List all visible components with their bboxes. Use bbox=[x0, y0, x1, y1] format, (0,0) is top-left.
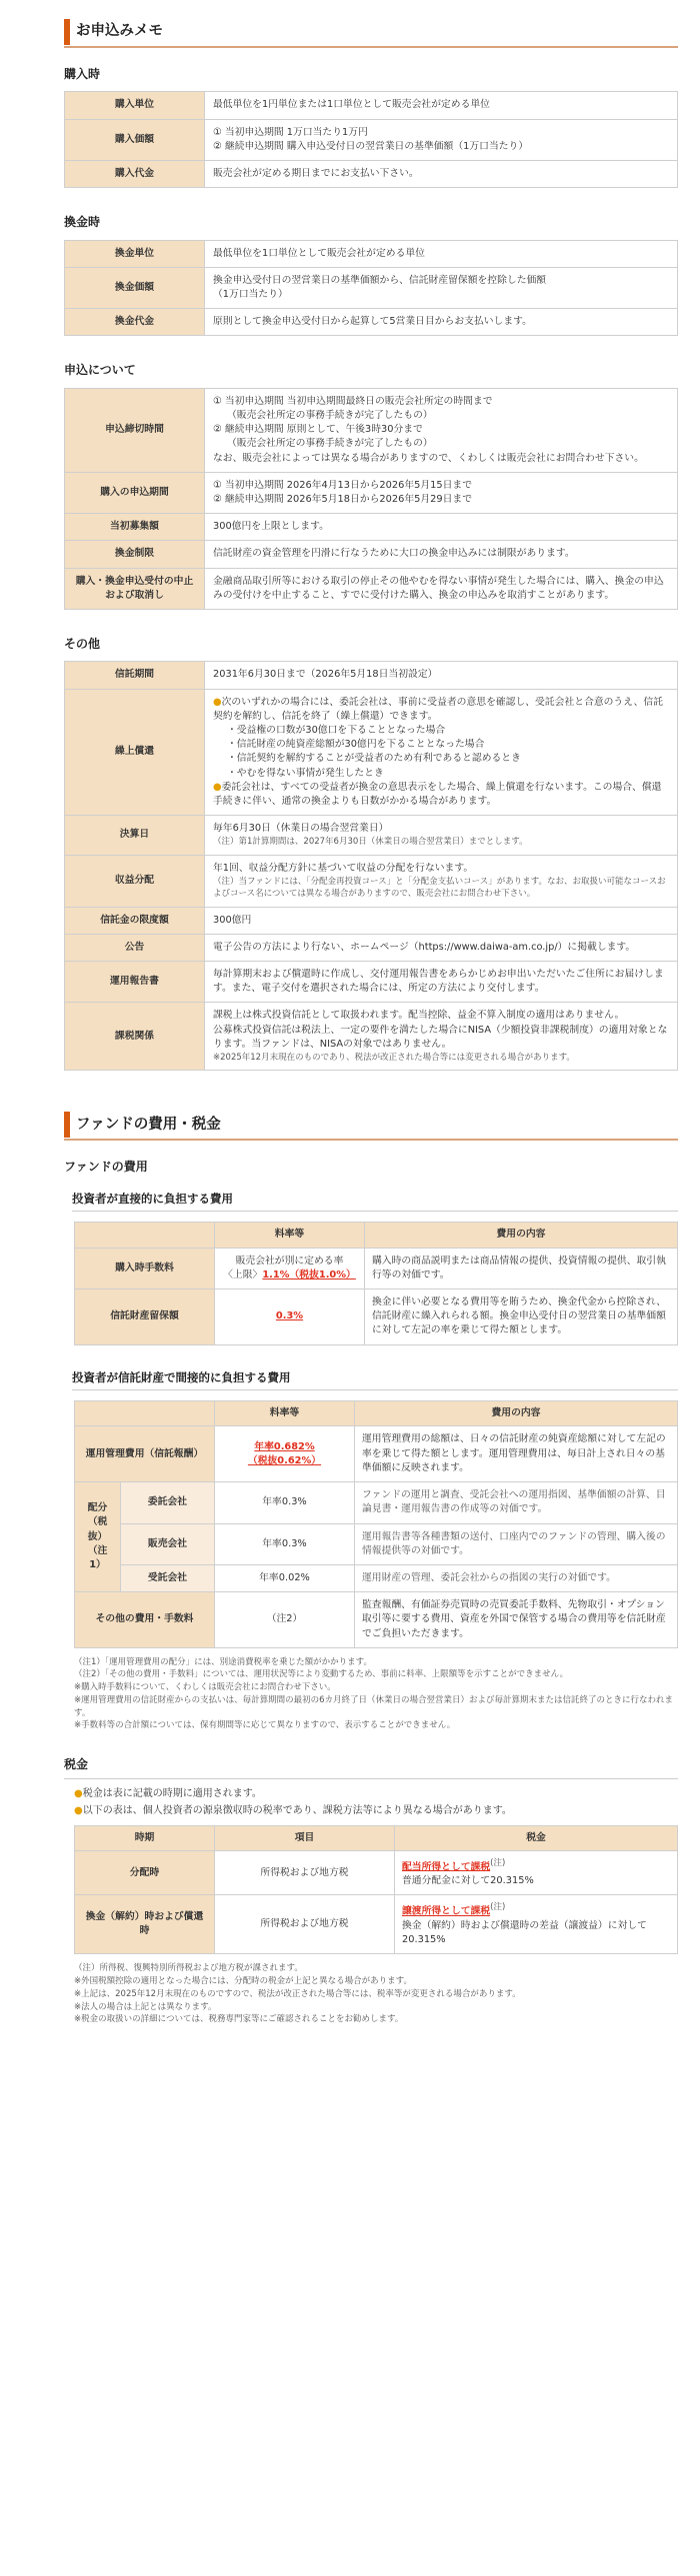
redemption-table bbox=[64, 240, 678, 337]
period-value: ① 当初申込期間 2026年4月13日から2026年5月15日まで ② 継続申込期間 2026年5月18日から2026年5月29日まで bbox=[205, 472, 678, 513]
row-label: 換金価額 bbox=[65, 267, 205, 308]
dist-label: 収益分配 bbox=[65, 855, 205, 907]
other-fee-desc: 監査報酬、有価証券売買時の売買委託手数料、先物取引・オプション取引等に要する費用、資産を外国で保管する場合の費用等を信託財産でご負担いただきます。 bbox=[355, 1592, 678, 1648]
col-period: 時期 bbox=[75, 1825, 215, 1850]
alloc-name: 委託会社 bbox=[121, 1482, 215, 1523]
tax-red-value: 譲渡所得として課税$^{(注)}$ 換金（解約）時および償還時の差益（譲渡益）に対して20.315% bbox=[395, 1895, 678, 1954]
purchase-table bbox=[64, 91, 678, 188]
col-rate2: 料率等 bbox=[215, 1401, 355, 1426]
purchase-heading: 購入時 bbox=[64, 67, 101, 81]
early-value: ●次のいずれかの場合には、委託会社は、事前に受益者の意思を確認し、受託会社と合意のうえ、信託契約を解約し、信託を終了（繰上償還）できます。 ・受益権の口数が30億口を下ることとなった場合 ・信託財産の純資産総額が30億円を下ることとなった場合 ・信託契約を解約することが受益者のため有利であると認めるとき ・やむを得ない事情が発生したとき ●委託会社は、すべての受益者が換金の意思表示をした場合、繰上償還を行ないます。この場合、償還手続きに伴い、通常の換金よりも日数がかかる場合があります。 bbox=[205, 689, 678, 816]
dist-value: 年1回、収益分配方針に基づいて収益の分配を行ないます。 （注）当ファンドには、「分配金再投資コース」と「分配金支払いコース」があります。なお、お取扱い可能なコースおよびコース名については異なる場合がありますので、販売会社にお問合わせ下さい。 bbox=[205, 855, 678, 907]
period-label: 購入の申込期間 bbox=[65, 472, 205, 513]
row-value: 換金申込受付日の翌営業日の基準価額から、信託財産留保額を控除した価額 （1万口当たり） bbox=[205, 267, 678, 308]
term-label: 信託期間 bbox=[65, 662, 205, 689]
mgmt-label: 運用管理費用（信託報酬） bbox=[75, 1426, 215, 1482]
limit-value: 300億円を上限とします。 bbox=[205, 514, 678, 541]
restrict-label: 換金制限 bbox=[65, 541, 205, 568]
fund-cost-heading: ファンドの費用 bbox=[64, 1160, 148, 1175]
application-heading: 申込について bbox=[64, 363, 136, 378]
other-fee-rate: （注2） bbox=[215, 1592, 355, 1648]
indirect-table bbox=[74, 1400, 678, 1647]
tax-dist-label: 分配時 bbox=[75, 1850, 215, 1895]
tax-rel-label: 課税関係 bbox=[65, 1003, 205, 1071]
reserve-label: 信託財産留保額 bbox=[75, 1289, 215, 1345]
notice-label: 公告 bbox=[65, 934, 205, 961]
fees-title: ファンドの費用・税金 bbox=[64, 1111, 678, 1141]
other-fee-label: その他の費用・手数料 bbox=[75, 1592, 215, 1648]
tax-notes: （注）所得税、復興特別所得税および地方税が課されます。 ※外国税額控除の適用となった場合には、分配時の税金が上記と異なる場合があります。 ※上記は、2025年12月末現在のものですので、税法が改正された場合等には、税率等が変更される場合があります。 ※法人の場合は上記とは異なります。 ※税金の取扱いの詳細については、税務専門家等にご確認されることをお勧めします。 bbox=[74, 1963, 521, 2025]
row-value: 最低単位を1口単位として販売会社が定める単位 bbox=[205, 240, 678, 267]
row-value: ① 当初申込期間 1万口当たり1万円 ② 継続申込期間 購入申込受付日の翌営業日の基準価額（1万口当たり） bbox=[205, 119, 678, 160]
max-label: 信託金の限度額 bbox=[65, 907, 205, 934]
buy-fee-desc: 購入時の商品説明または商品情報の提供、投資情報の提供、取引執行等の対価です。 bbox=[365, 1248, 678, 1288]
alloc-rate: 年率0.3% bbox=[215, 1523, 355, 1564]
alloc-rate: 年率0.02% bbox=[215, 1564, 355, 1591]
alloc-desc: 運用報告書等各種書類の送付、口座内でのファンドの管理、購入後の情報提供等の対価です。 bbox=[355, 1523, 678, 1564]
settle-value: 毎年6月30日（休業日の場合翌営業日） （注）第1計算期間は、2027年6月30日（休業日の場合翌営業日）までとします。 bbox=[205, 816, 678, 856]
buy-fee-rate: 販売会社が別に定める率 〈上限〉1.1%（税抜1.0%） bbox=[215, 1248, 365, 1288]
early-label: 繰上償還 bbox=[65, 689, 205, 816]
tax-bullet: ●税金は表に記載の時期に適用されます。 bbox=[74, 1787, 262, 1799]
bullet-icon: ● bbox=[213, 781, 222, 793]
term-value: 2031年6月30日まで（2026年5月18日当初設定） bbox=[205, 662, 678, 689]
mgmt-rate: 年率0.682% （税抜0.62%） bbox=[215, 1426, 355, 1482]
direct-heading: 投資者が直接的に負担する費用 bbox=[72, 1191, 678, 1213]
redemption-heading: 換金時 bbox=[64, 215, 101, 230]
alloc-name: 販売会社 bbox=[121, 1523, 215, 1564]
alloc-desc: 運用財産の管理、委託会社からの指図の実行の対価です。 bbox=[355, 1564, 678, 1591]
col-rate: 料率等 bbox=[215, 1223, 365, 1248]
row-value: 原則として換金申込受付日から起算して5営業日目からお支払いします。 bbox=[205, 309, 678, 336]
other-heading: その他 bbox=[64, 637, 101, 652]
application-table bbox=[64, 388, 678, 610]
alloc-name: 受託会社 bbox=[121, 1564, 215, 1591]
row-label: 購入単位 bbox=[65, 92, 205, 119]
row-label: 換金代金 bbox=[65, 309, 205, 336]
report-label: 運用報告書 bbox=[65, 962, 205, 1003]
report-value: 毎計算期末および償還時に作成し、交付運用報告書をあらかじめお申出いただいたご住所にお届けします。また、電子交付を選択された場合には、所定の方法により交付します。 bbox=[205, 962, 678, 1003]
memo-title: お申込みメモ bbox=[64, 18, 678, 48]
deadline-label: 申込締切時間 bbox=[65, 388, 205, 472]
tax-red-label: 換金（解約）時および償還時 bbox=[75, 1895, 215, 1954]
buy-fee-label: 購入時手数料 bbox=[75, 1248, 215, 1288]
alloc-label: 配分（税抜）（注1） bbox=[75, 1482, 121, 1592]
tax-dist-item: 所得税および地方税 bbox=[215, 1850, 395, 1895]
limit-label: 当初募集額 bbox=[65, 514, 205, 541]
col-tax: 税金 bbox=[395, 1825, 678, 1850]
bullet-icon: ● bbox=[213, 696, 222, 708]
fee-notes: （注1）「運用管理費用の配分」には、別途消費税率を乗じた額がかかります。 （注2）「その他の費用・手数料」については、運用状況等により変動するため、事前に料率、上限額等を示すことができません。 ※購入時手数料について、くわしくは販売会社にお問合わせ下さい。 ※運用管理費用の信託財産からの支払いは、毎計算期間の最初の6カ月終了日（休業日の場合翌営業日）および毎計算期末または信託終了のときに行なわれます。 ※手数料等の合計額については、保有期間等に応じて異なりますので、表示することができません。 bbox=[74, 1656, 674, 1731]
row-value: 販売会社が定める期日までにお支払い下さい。 bbox=[205, 161, 678, 188]
col-desc: 費用の内容 bbox=[365, 1223, 678, 1248]
mgmt-desc: 運用管理費用の総額は、日々の信託財産の純資産総額に対して左記の率を乗じて得た額とします。運用管理費用は、毎日計上され日々の基準価額に反映されます。 bbox=[355, 1426, 678, 1482]
reserve-rate: 0.3% bbox=[275, 1310, 304, 1322]
tax-dist-value: 配当所得として課税$^{(注)}$ 普通分配金に対して20.315% bbox=[395, 1850, 678, 1895]
tax-table bbox=[74, 1825, 678, 1955]
cancel-value: 金融商品取引所等における取引の停止その他やむを得ない事情が発生した場合には、購入、換金の申込みの受付けを中止すること、すでに受付けた購入、換金の申込みを取消すことがあります。 bbox=[205, 568, 678, 609]
tax-heading: 税金 bbox=[64, 1756, 678, 1778]
row-label: 購入代金 bbox=[65, 161, 205, 188]
notice-value: 電子公告の方法により行ない、ホームページ（https://www.daiwa-am.co.jp/）に掲載します。 bbox=[205, 934, 678, 961]
max-value: 300億円 bbox=[205, 907, 678, 934]
indirect-heading: 投資者が信託財産で間接的に負担する費用 bbox=[72, 1369, 678, 1391]
restrict-value: 信託財産の資金管理を円滑に行なうために大口の換金申込みには制限があります。 bbox=[205, 541, 678, 568]
row-label: 購入価額 bbox=[65, 119, 205, 160]
row-label: 換金単位 bbox=[65, 240, 205, 267]
tax-red-item: 所得税および地方税 bbox=[215, 1895, 395, 1954]
deadline-value: ① 当初申込期間 当初申込期間最終日の販売会社所定の時間まで （販売会社所定の事務手続きが完了したもの） ② 継続申込期間 原則として、午後3時30分まで （販売会社所定の事務手続きが完了したもの） なお、販売会社によっては異なる場合がありますので、くわしくは販売会社にお問合わせ下さい。 bbox=[205, 388, 678, 472]
col-desc2: 費用の内容 bbox=[355, 1401, 678, 1426]
cancel-label: 購入・換金申込受付の中止および取消し bbox=[65, 568, 205, 609]
alloc-desc: ファンドの運用と調査、受託会社への運用指図、基準価額の計算、目論見書・運用報告書の作成等の対価です。 bbox=[355, 1482, 678, 1523]
tax-bullet: ●以下の表は、個人投資者の源泉徴収時の税率であり、課税方法等により異なる場合があります。 bbox=[74, 1805, 512, 1817]
row-value: 最低単位を1円単位または1口単位として販売会社が定める単位 bbox=[205, 92, 678, 119]
settle-label: 決算日 bbox=[65, 816, 205, 856]
col-item: 項目 bbox=[215, 1825, 395, 1850]
reserve-desc: 換金に伴い必要となる費用等を賄うため、換金代金から控除され、信託財産に繰入れられる額。換金申込受付日の翌営業日の基準価額に対して左記の率を乗じて得た額とします。 bbox=[365, 1289, 678, 1345]
tax-rel-value: 課税上は株式投資信託として取扱われます。配当控除、益金不算入制度の適用はありません。 公募株式投資信託は税法上、一定の要件を満たした場合にNISA（少額投資非課税制度）の適用対象となります。当ファンドは、NISAの対象ではありません。 ※2025年12月末現在のものであり、税法が改正された場合等には変更される場合があります。 bbox=[205, 1003, 678, 1071]
alloc-rate: 年率0.3% bbox=[215, 1482, 355, 1523]
direct-table bbox=[74, 1222, 678, 1344]
other-table bbox=[64, 661, 678, 1071]
